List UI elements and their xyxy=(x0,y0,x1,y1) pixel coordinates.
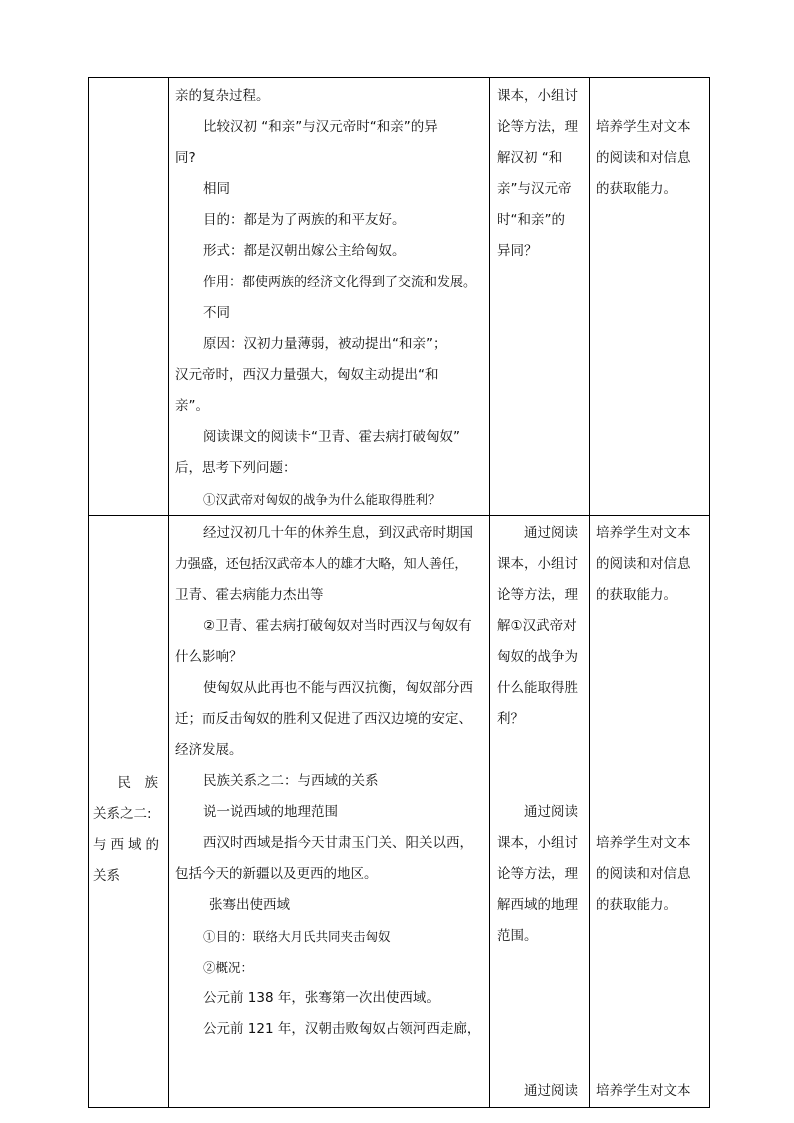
method-line xyxy=(497,1045,585,1076)
section-line: 关系 xyxy=(93,868,120,884)
content-line: 力强盛，还包括汉武帝本人的雄才大略，知人善任， xyxy=(175,557,468,572)
method-line xyxy=(497,983,585,1014)
method-line: 亲”与汉元帝 xyxy=(497,181,572,197)
method-line xyxy=(497,766,585,797)
content-line: 同? xyxy=(175,150,196,166)
content-line: 什么影响？ xyxy=(175,649,243,665)
content-line: 西汉时西域是指今天甘肃玉门关、阳关以西， xyxy=(203,835,473,851)
content-line: 相同 xyxy=(203,181,230,197)
content-line: 后，思考下列问题： xyxy=(175,460,297,476)
goal-line xyxy=(596,766,703,797)
method-line: 论等方法，理 xyxy=(497,587,578,603)
goal-line: 培养学生对文本 xyxy=(596,1083,691,1099)
goal-line: 的获取能力。 xyxy=(596,897,677,913)
content-line: 亲的复杂过程。 xyxy=(175,88,270,104)
method-line: 异同？ xyxy=(497,243,538,259)
content-line: 经济发展。 xyxy=(175,742,243,758)
section-cell xyxy=(89,78,169,516)
method-line xyxy=(497,1014,585,1045)
content-line: 使匈奴从此再也不能与西汉抗衡，匈奴部分西 xyxy=(203,680,473,696)
method-line: 通过阅读 xyxy=(524,804,578,820)
lesson-plan-table xyxy=(88,77,710,1108)
method-line xyxy=(497,735,585,766)
goal-line xyxy=(596,1045,703,1076)
content-line: 经过汉初几十年的休养生息，到汉武帝时期国 xyxy=(203,525,473,541)
goal-line: 的阅读和对信息 xyxy=(596,866,691,882)
method-line: 课本，小组讨 xyxy=(497,835,578,851)
method-line: 课本，小组讨 xyxy=(497,88,578,104)
content-line: 张骞出使西域 xyxy=(209,897,290,913)
content-line: 阅读课文的阅读卡“卫青、霍去病打破匈奴” xyxy=(203,429,460,445)
goal-cell xyxy=(590,78,710,516)
table-row xyxy=(89,516,710,1108)
section-cell xyxy=(89,516,169,1108)
content-line: 目的：都是为了两族的和平友好。 xyxy=(203,212,406,228)
content-line: 公元前 121 年，汉朝击败匈奴占领河西走廊， xyxy=(203,1021,481,1037)
content-line: ②卫青、霍去病打破匈奴对当时西汉与匈奴有 xyxy=(203,618,472,634)
goal-line xyxy=(596,642,703,673)
goal-line: 培养学生对文本 xyxy=(596,525,691,541)
goal-line: 培养学生对文本 xyxy=(596,835,691,851)
content-cell xyxy=(169,516,490,1108)
method-line: 解汉初 “和 xyxy=(497,150,563,166)
content-line: 汉元帝时，西汉力量强大，匈奴主动提出“和 xyxy=(175,367,439,383)
content-line: 公元前 138 年，张骞第一次出使西域。 xyxy=(203,990,440,1006)
content-line: 亲”。 xyxy=(175,398,209,414)
section-line: 民 族 xyxy=(117,775,158,791)
section-line: 关系之二: xyxy=(93,806,152,822)
content-line: 比较汉初 “和亲”与汉元帝时“和亲”的异 xyxy=(203,119,438,135)
method-cell xyxy=(490,78,590,516)
method-cell xyxy=(490,516,590,1108)
section-line: 与西域的 xyxy=(93,837,163,853)
method-line: 什么能取得胜 xyxy=(497,680,578,696)
content-line: 形式：都是汉朝出嫁公主给匈奴。 xyxy=(203,243,406,259)
goal-line: 的获取能力。 xyxy=(596,587,677,603)
method-line: 论等方法，理 xyxy=(497,119,578,135)
content-line: 迁；而反击匈奴的胜利又促进了西汉边境的安定、 xyxy=(175,711,472,727)
method-line: 范围。 xyxy=(497,928,538,944)
content-line: 卫青、霍去病能力杰出等 xyxy=(175,587,324,603)
goal-line xyxy=(596,704,703,735)
goal-line xyxy=(596,983,703,1014)
method-line: 通过阅读 xyxy=(524,1083,578,1099)
method-line: 解西域的地理 xyxy=(497,897,578,913)
goal-line: 培养学生对文本 xyxy=(596,119,691,135)
content-line: 包括今天的新疆以及更西的地区。 xyxy=(175,866,378,882)
goal-line xyxy=(596,952,703,983)
content-line: ①目的：联络大月氏共同夹击匈奴 xyxy=(203,929,391,944)
goal-cell xyxy=(590,516,710,1108)
method-line: 解①汉武帝对 xyxy=(497,618,577,634)
content-cell xyxy=(169,78,490,516)
method-line: 课本，小组讨 xyxy=(497,556,578,572)
goal-line xyxy=(596,1014,703,1045)
content-line: ①汉武帝对匈奴的战争为什么能取得胜利？ xyxy=(203,492,441,507)
method-line: 利？ xyxy=(497,711,524,727)
method-line: 通过阅读 xyxy=(524,525,578,541)
content-line: 原因：汉初力量薄弱，被动提出“和亲”； xyxy=(203,336,447,352)
goal-line: 的阅读和对信息 xyxy=(596,556,691,572)
method-line: 论等方法，理 xyxy=(497,866,578,882)
goal-line xyxy=(596,921,703,952)
method-line: 匈奴的战争为 xyxy=(497,649,578,665)
content-line: ②概况： xyxy=(203,960,254,975)
goal-line xyxy=(596,797,703,828)
content-line: 民族关系之二：与西域的关系 xyxy=(203,773,379,789)
goal-line xyxy=(596,673,703,704)
goal-line: 的阅读和对信息 xyxy=(596,150,691,166)
content-line: 作用：都使两族的经济文化得到了交流和发展。 xyxy=(203,275,477,290)
content-line: 说一说西域的地理范围 xyxy=(203,804,338,820)
method-line: 时“和亲”的 xyxy=(497,212,565,228)
goal-line: 的获取能力。 xyxy=(596,181,677,197)
goal-line xyxy=(596,735,703,766)
content-line: 不同 xyxy=(203,305,230,321)
goal-line xyxy=(596,611,703,642)
method-line xyxy=(497,952,585,983)
table-row xyxy=(89,78,710,516)
